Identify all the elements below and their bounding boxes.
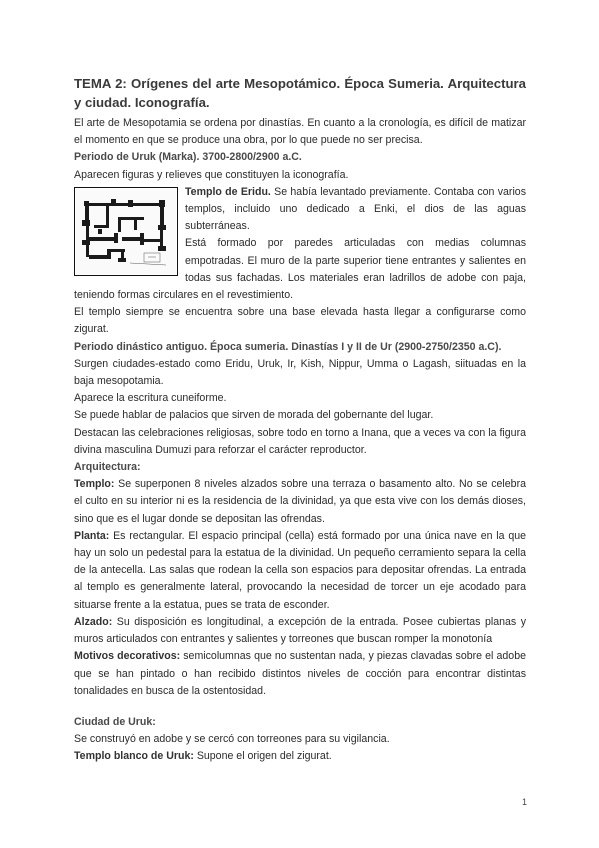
temple-text: Se superponen 8 niveles alzados sobre una terraza o basamento alto. No se celebra el culto en su interior ni es la residencia de la divinidad, ya que esta vive con los demás dioses, sino que es el lugar donde se depositan las ofrendas.: [74, 478, 526, 525]
elevation-paragraph: [74, 614, 526, 648]
page-title: TEMA 2: Orígenes del arte Mesopotámico. Época Sumeria. Arquitectura y ciudad. Iconografía.: [74, 76, 526, 110]
white-temple-label: Templo blanco de Uruk:: [74, 750, 194, 763]
white-temple-paragraph: [74, 748, 526, 765]
eridu-temple-floorplan-image: [74, 187, 178, 276]
uruk-period-heading: Periodo de Uruk (Marka). 3700-2800/2900 a.C.: [74, 151, 302, 164]
temple-paragraph: [74, 476, 526, 528]
plan-text: Es rectangular. El espacio principal (cella) está formado por una única nave en la que hay un solo un pedestal para la estatua de la divinidad. Un pequeño cerramiento separa la cella de la antecella. Las salas que rodean la cella son espacios para depositar ofrendas. La entrada al templo es generalmente lateral, provocando la necesidad de torcer un eje acodado para situarse frente a la estatua, pues se trata de esconder.: [74, 529, 526, 611]
decor-label: Motivos decorativos:: [74, 650, 181, 663]
decor-text: semicolumnas que no sustentan nada, y piezas clavadas sobre el adobe que se han pintado o han recibido distintos niveles de cocción para encontrar distintas tonalidades en busca de la ostentosidad.: [74, 650, 526, 697]
page-number: 1: [522, 797, 528, 807]
temple-label: Templo:: [74, 478, 115, 491]
section-spacer: [74, 700, 526, 714]
document-page: [74, 74, 526, 766]
decor-paragraph: [74, 648, 526, 700]
eridu-ziggurat-note: El templo siempre se encuentra sobre una base elevada hasta llegar a configurarse como zigurat.: [74, 306, 526, 336]
city-heading: Ciudad de Uruk:: [74, 715, 156, 728]
city-paragraph: Se construyó en adobe y se cercó con torreones para su vigilancia.: [74, 733, 390, 746]
plan-label: Planta:: [74, 529, 110, 542]
intro-paragraph: El arte de Mesopotamia se ordena por dinastías. En cuanto a la cronología, es difícil de matizar el momento en que se produce una obra, por lo que puede no ser precisa.: [74, 117, 526, 147]
eridu-section: [74, 184, 526, 339]
architecture-heading: Arquitectura:: [74, 461, 141, 474]
elevation-text: Su disposición es longitudinal, a excepción de la entrada. Posee cubiertas planas y muros articulados con entrantes y salientes y torreones que buscan romper la monotonía: [74, 615, 526, 646]
dynastic-paragraph-1: Surgen ciudades-estado como Eridu, Uruk, Ir, Kish, Nippur, Umma o Lagash, siituadas en la baja mesopotamia.: [74, 357, 526, 388]
dynastic-paragraph-3: Se puede hablar de palacios que sirven de morada del gobernante del lugar.: [74, 409, 434, 422]
eridu-temple-text: Se había levantado previamente. Contaba con varios templos, incluido uno dedicado a Enki, el dios de las aguas subterráneas.: [185, 185, 526, 233]
white-temple-text: Supone el origen del zigurat.: [193, 750, 332, 763]
elevation-label: Alzado:: [74, 615, 113, 628]
eridu-description: Está formado por paredes articuladas con medias columnas empotradas. El muro de la parte superior tiene entrantes y salientes en todas sus fachadas. Los materiales eran ladrillos de adobe con paja, teniendo formas circulares en el revestimiento.: [74, 237, 526, 302]
dynastic-paragraph-2: Aparece la escritura cuneiforme.: [74, 392, 227, 405]
dynastic-paragraph-4: Destacan las celebraciones religiosas, sobre todo en torno a Inana, que a veces va con la figura divina masculina Dumuzi para reforzar el carácter reproductor.: [74, 426, 526, 456]
plan-paragraph: [74, 528, 526, 614]
dynastic-period-heading: Periodo dinástico antiguo. Época sumeria. Dinastías I y II de Ur (2900-2750/2350 a.C).: [74, 340, 502, 353]
uruk-period-text: Aparecen figuras y relieves que constituyen la iconografía.: [74, 168, 349, 181]
eridu-temple-label: Templo de Eridu.: [185, 185, 271, 198]
